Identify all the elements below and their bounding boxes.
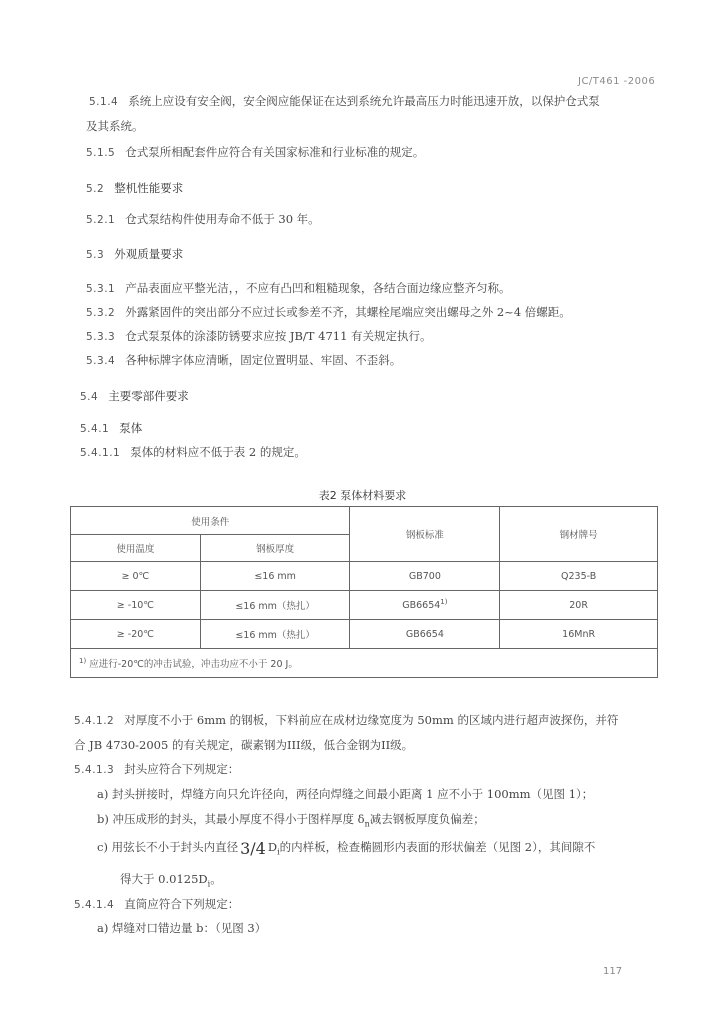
table-caption: 表2 泵体材料要求 (318, 489, 407, 502)
clause-5-3-3 (86, 328, 432, 345)
cell-thickness: ≤16 mm（热扎） (200, 591, 350, 620)
cell-grade: 16MnR (500, 620, 658, 649)
cell-standard-text: GB6654 (402, 600, 441, 612)
header-plate-standard: 钢板标准 (350, 507, 500, 562)
header-use-temp: 使用温度 (71, 535, 201, 562)
cell-standard: GB700 (350, 562, 500, 591)
clause-number: 5.1.4 (89, 96, 119, 108)
footnote-text: 应进行-20℃的冲击试验，冲击功应不小于 20 J。 (89, 659, 298, 670)
cell-standard: GB6654 (350, 620, 500, 649)
clause-number: 5.1.5 (86, 147, 116, 159)
clause-text: 产品表面应平整光洁，，不应有凸凹和粗糙现象，各结合面边缘应整齐匀称。 (125, 281, 511, 295)
clause-text: 仓式泵泵体的涂漆防锈要求应按 JB/T 4711 有关规定执行。 (125, 329, 432, 343)
list-item-c-cont (120, 871, 222, 892)
clause-5-1-4-cont (86, 118, 144, 134)
cell-grade: 20R (500, 591, 658, 620)
header-steel-grade: 钢材牌号 (500, 507, 658, 562)
clause-text: 仓式泵结构件使用寿命不低于 30 年。 (125, 212, 320, 226)
clause-5-4-1-3 (74, 761, 239, 778)
cell-thickness: ≤16 mm（热扎） (200, 620, 350, 649)
subscript: n (364, 819, 370, 829)
clause-text: 泵体的材料应不低于表 2 的规定。 (130, 445, 306, 459)
header-use-conditions: 使用条件 (71, 507, 350, 535)
clause-text: 系统上应设有安全阀，安全阀应能保证在达到系统允许最高压力时能迅速开放，以保护仓式泵 (128, 94, 600, 108)
fraction: 3/4 (240, 839, 266, 858)
section-number: 5.4 (80, 391, 99, 403)
clause-5-3-2 (86, 304, 571, 321)
footnote-ref: 1) (440, 598, 448, 607)
section-title: 整机性能要求 (114, 181, 184, 195)
clause-text: 外露紧固件的突出部分不应过长或参差不齐，其螺栓尾端应突出螺母之外 2~4 倍螺距。 (125, 305, 571, 319)
section-number: 5.3 (86, 249, 105, 261)
clause-5-1-4 (89, 93, 600, 110)
cell-temp: ≥ 0℃ (71, 562, 201, 591)
list-item-text: a) 焊缝对口错边量 b：（见图 3） (97, 921, 267, 935)
clause-number: 5.4.1.2 (74, 715, 115, 727)
clause-5-4-1-1 (80, 444, 306, 461)
list-item-text: a) 封头拼接时，焊缝方向只允许径向，两径向焊缝之间最小距离 1 应不小于 100mm（见图 1）； (97, 787, 594, 801)
list-item-text: 。 (210, 872, 222, 886)
list-item-b (97, 811, 485, 832)
page-number: 117 (603, 966, 623, 977)
cell-thickness: ≤16 mm (200, 562, 350, 591)
cell-temp: ≥ -10℃ (71, 591, 201, 620)
section-number: 5.2 (86, 183, 105, 195)
section-title: 主要零部件要求 (108, 389, 189, 403)
clause-5-1-5 (86, 144, 424, 161)
cell-temp: ≥ -20℃ (71, 620, 201, 649)
material-table (70, 506, 658, 678)
list-item-text: b) 冲压成形的封头，其最小厚度不得小于图样厚度 δ (97, 812, 365, 826)
clause-5-3-1 (86, 280, 510, 297)
clause-5-3-4 (86, 352, 401, 369)
clause-5-2-1 (86, 211, 320, 228)
header-plate-thickness: 钢板厚度 (200, 535, 350, 562)
section-5-2 (86, 180, 183, 197)
cell-grade: Q235-B (500, 562, 658, 591)
list-item-text: D (267, 840, 278, 854)
clause-text: 仓式泵所相配套件应符合有关国家标准和行业标准的规定。 (125, 145, 425, 159)
clause-5-4-1-2-cont (74, 737, 413, 753)
cell-standard (350, 591, 500, 620)
subscript: i (207, 879, 211, 889)
footnote-mark: 1) (79, 656, 87, 665)
clause-number: 5.3.3 (86, 331, 116, 343)
clause-5-4-1-4 (74, 896, 239, 913)
clause-number: 5.2.1 (86, 214, 116, 226)
clause-number: 5.3.4 (86, 355, 116, 367)
table-footnote-row (71, 649, 658, 678)
standard-code: JC/T461 -2006 (578, 76, 656, 87)
clause-number: 5.4.1.3 (74, 764, 115, 776)
clause-number: 5.3.2 (86, 307, 116, 319)
list-item-text: 减去钢板厚度负偏差； (369, 812, 485, 826)
clause-title: 泵体 (119, 421, 143, 435)
table-row (71, 591, 658, 620)
clause-number: 5.4.1 (80, 423, 110, 435)
list-item-c (97, 839, 595, 860)
table-row (71, 620, 658, 649)
table-row (71, 562, 658, 591)
list-item-text: c) 用弦长不小于封头内直径 (97, 840, 239, 854)
subscript: i (277, 847, 280, 857)
clause-number: 5.4.1.4 (74, 899, 115, 911)
list-item-text: 的内样板，检查椭圆形内表面的形状偏差（见图 2），其间隙不 (279, 840, 596, 854)
clause-text: 直筒应符合下列规定： (124, 897, 240, 911)
list-item-a2 (97, 920, 266, 936)
clause-text: 对厚度不小于 6mm 的钢板，下料前应在成材边缘宽度为 50mm 的区域内进行超声波探伤，并符 (124, 713, 619, 727)
clause-5-4-1 (80, 420, 142, 437)
clause-number: 5.3.1 (86, 283, 116, 295)
clause-text: 合 JB 4730-2005 的有关规定，碳素钢为III级，低合金钢为II级。 (74, 738, 414, 752)
clause-text: 封头应符合下列规定： (124, 762, 240, 776)
section-5-4 (80, 388, 189, 405)
table-footnote (71, 649, 658, 678)
section-5-3 (86, 246, 183, 263)
clause-number: 5.4.1.1 (80, 447, 121, 459)
list-item-a (97, 786, 593, 802)
section-title: 外观质量要求 (114, 247, 184, 261)
table-header-row (71, 507, 658, 535)
clause-text: 各种标牌字体应清晰，固定位置明显、牢固、不歪斜。 (125, 353, 402, 367)
clause-text: 及其系统。 (86, 119, 144, 133)
list-item-text: 得大于 0.0125D (120, 872, 208, 886)
clause-5-4-1-2 (74, 712, 618, 729)
